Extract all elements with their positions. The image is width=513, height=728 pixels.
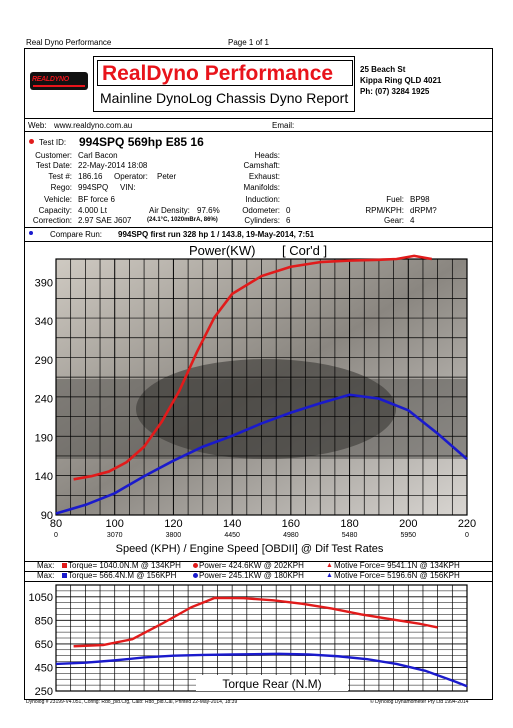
x-tick-kph: 220 <box>457 518 477 530</box>
run1-torque-marker <box>62 563 67 568</box>
heads-label: Heads: <box>254 151 280 160</box>
air-density-label: Air Density: <box>149 206 190 215</box>
chart-subtitle: [ Cor'd ] <box>282 243 328 258</box>
max-torque-run2: Torque= 566.4N.M @ 156KPH <box>68 571 177 580</box>
max-torque-run1: Torque= 1040.0N.M @ 134KPH <box>68 561 181 570</box>
customer-value: Carl Bacon <box>78 151 118 160</box>
exhaust-label: Exhaust: <box>248 172 280 181</box>
rego-value: 994SPQ <box>78 183 109 192</box>
vin-label: VIN: <box>120 183 136 192</box>
test-number-value: 186.16 <box>78 172 103 181</box>
torque-chart-title: Torque Rear (N.M) <box>222 677 322 691</box>
y-tick-label: 240 <box>34 393 53 406</box>
gear-value: 4 <box>410 216 415 225</box>
fuel-label: Fuel: <box>386 195 404 204</box>
x-tick-rpm: 5480 <box>341 532 358 539</box>
phone: Ph: (07) 3284 1925 <box>360 87 430 96</box>
divider <box>24 227 492 228</box>
y-tick-label: 90 <box>40 510 53 522</box>
web-label: Web: <box>28 121 47 130</box>
report-title: RealDyno Performance <box>102 62 334 85</box>
max-power-run2: Power= 245.1KW @ 180KPH <box>199 571 304 580</box>
torque-chart <box>24 581 492 698</box>
logo-swoosh <box>33 85 85 87</box>
customer-label: Customer: <box>35 151 72 160</box>
x-axis-label: Speed (KPH) / Engine Speed [OBDII] @ Dif Test Rates <box>115 543 384 555</box>
web-value[interactable]: www.realdyno.com.au <box>54 121 133 130</box>
chart-title: Power(KW) <box>189 243 256 258</box>
correction-label: Correction: <box>32 216 72 225</box>
odometer-value: 0 <box>286 206 291 215</box>
test-date-value: 22-May-2014 18:08 <box>78 161 148 170</box>
car-body-shape <box>136 359 396 459</box>
run1-power-marker <box>193 563 198 568</box>
x-tick-kph: 160 <box>281 518 301 530</box>
test-id-label: Test ID: <box>39 138 67 147</box>
fuel-value: BP98 <box>410 195 430 204</box>
odometer-label: Odometer: <box>242 206 280 215</box>
y-tick-label: 450 <box>34 662 53 675</box>
max-power-run1: Power= 424.6KW @ 202KPH <box>199 561 304 570</box>
cylinders-value: 6 <box>286 216 291 225</box>
run2-torque-marker <box>62 573 67 578</box>
max-motive-run1: Motive Force= 9541.1N @ 134KPH <box>334 561 460 570</box>
divider <box>24 131 492 132</box>
rpm-kph-value: dRPM? <box>410 206 437 215</box>
x-tick-rpm: 0 <box>465 532 469 539</box>
cylinders-label: Cylinders: <box>244 216 280 225</box>
run2-power-marker <box>193 573 198 578</box>
divider <box>24 118 492 119</box>
air-density-value: 97.6% <box>197 206 220 215</box>
operator-value: Peter <box>157 172 177 181</box>
y-tick-label: 850 <box>34 615 53 628</box>
capacity-value: 4.000 Lt <box>78 206 107 215</box>
logo-text: REALDYNO <box>32 76 69 83</box>
x-tick-kph: 100 <box>105 518 124 530</box>
y-tick-label: 290 <box>34 354 53 367</box>
x-tick-rpm: 0 <box>54 532 58 539</box>
correction-value: 2.97 SAE J607 <box>78 216 132 225</box>
x-tick-rpm: 4450 <box>224 532 240 539</box>
run2-marker-dot <box>29 231 33 235</box>
x-tick-rpm: 4980 <box>283 532 299 539</box>
email-label: Email: <box>272 121 295 130</box>
torque-line-run1 <box>74 598 438 646</box>
report-subtitle: Mainline DynoLog Chassis Dyno Report <box>100 90 349 106</box>
induction-label: Induction: <box>245 195 280 204</box>
realdyno-logo <box>30 72 88 90</box>
operator-label: Operator: <box>114 172 148 181</box>
compare-run-label: Compare Run: <box>50 230 103 239</box>
test-id-value: 994SPQ 569hp E85 16 <box>79 135 204 149</box>
footer-config: Dynolog # 23199-V4.051, Config: Rdo_pid.Cfg, Calb: Rdo_pid.Cal, Printed 22-May-2014, 18:39 <box>26 699 238 705</box>
y-tick-label: 140 <box>34 471 53 484</box>
address-line-2: Kippa Ring QLD 4021 <box>360 76 442 85</box>
x-tick-rpm: 3800 <box>165 532 182 539</box>
y-tick-label: 340 <box>34 316 53 329</box>
x-tick-kph: 80 <box>49 518 63 530</box>
gear-label: Gear: <box>383 216 404 225</box>
max-motive-run2: Motive Force= 5196.6N @ 156KPH <box>334 571 460 580</box>
power-chart <box>24 241 492 561</box>
x-tick-kph: 120 <box>164 518 183 530</box>
page-number: Page 1 of 1 <box>228 38 269 47</box>
camshaft-label: Camshaft: <box>243 161 280 170</box>
y-tick-label: 1050 <box>28 591 53 604</box>
run1-motive-marker: ▲ <box>326 562 333 569</box>
y-tick-label: 190 <box>34 432 53 445</box>
rpm-kph-label: RPM/KPH: <box>365 206 404 215</box>
y-tick-label: 650 <box>34 638 53 651</box>
manifolds-label: Manifolds: <box>243 183 280 192</box>
x-tick-kph: 180 <box>340 518 359 530</box>
test-number-label: Test #: <box>48 172 72 181</box>
correction-conditions: (24.1°C, 1020mBrA, 86%) <box>147 217 218 223</box>
compare-run-value: 994SPQ first run 328 hp 1 / 143.8, 19-May-2014, 7:51 <box>118 230 315 239</box>
address-line-1: 25 Beach St <box>360 65 406 74</box>
max-label: Max: <box>37 561 55 570</box>
run1-marker-dot <box>29 139 34 144</box>
footer-copyright: © Dynolog Dynamometer Pty Ltd 1994-2014 <box>370 699 469 705</box>
run2-motive-marker: ▲ <box>326 572 333 579</box>
max-label: Max: <box>37 571 55 580</box>
x-tick-kph: 140 <box>222 518 242 530</box>
y-tick-label: 390 <box>34 277 53 290</box>
capacity-label: Capacity: <box>38 206 72 215</box>
title-box <box>93 56 355 112</box>
document-title: Real Dyno Performance <box>26 38 112 47</box>
x-tick-rpm: 3070 <box>106 532 123 539</box>
test-date-label: Test Date: <box>35 161 72 170</box>
y-tick-label: 250 <box>34 686 53 698</box>
vehicle-value: BF force 6 <box>78 195 115 204</box>
x-tick-rpm: 5950 <box>400 532 417 539</box>
vehicle-label: Vehicle: <box>43 195 72 204</box>
x-tick-kph: 200 <box>399 518 418 530</box>
rego-label: Rego: <box>50 183 72 192</box>
